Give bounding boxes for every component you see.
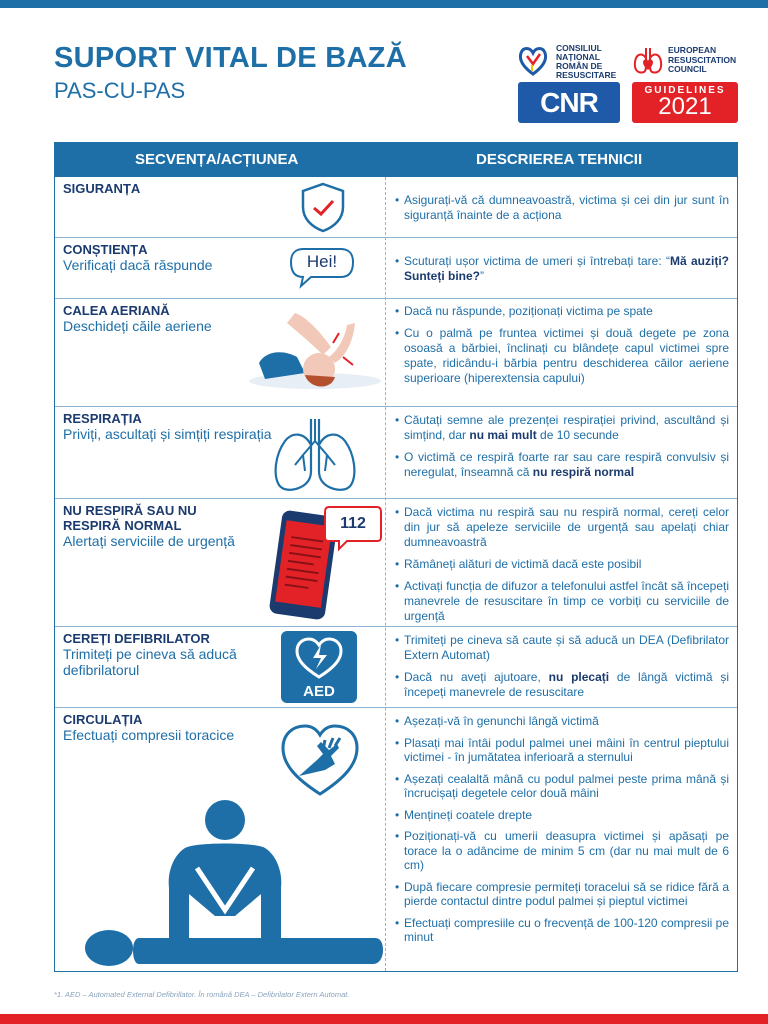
row-subtitle: Trimiteți pe cineva să aducă defibrilatorul (63, 646, 237, 678)
speech-bubble-icon (289, 246, 355, 290)
bullet-item: • Activați funcția de difuzor a telefonului astfel încât să începeți manevrele de resuscitare în timp ce vorbiți cu serviciile de urgență (395, 579, 729, 624)
column-header-sequence: SECVENȚA/ACȚIUNEA (135, 151, 299, 168)
bullet-item: • Așezați cealaltă mână cu podul palmei peste prima mână și încrucișați degetele celor două mâini (395, 772, 729, 801)
erc-guidelines-label: GUIDELINES (644, 85, 726, 96)
aed-label: AED (303, 683, 335, 700)
row-subtitle: Deschideți căile aeriene (63, 318, 212, 334)
cnr-logo-mark: CNR (518, 82, 620, 123)
row-description (395, 193, 729, 230)
row-title: CONȘTIENȚA (63, 242, 148, 257)
row-title: RESPIRAȚIA (63, 411, 142, 426)
row-subtitle: Alertați serviciile de urgență (63, 533, 235, 549)
erc-lungs-logo-icon (632, 44, 664, 78)
row-title-block (63, 631, 263, 678)
row-title: NU RESPIRĂ SAU NU RESPIRĂ NORMAL (63, 503, 197, 533)
bullet-item: • Cu o palmă pe fruntea victimei și două degete pe zona osoasă a bărbiei, înclinați cu blândețe capul victimei spre spate, ridicându-i bărbia pentru deschiderea căilor aeriene superioare (hiperextensia capului) (395, 326, 729, 386)
top-accent-bar (0, 0, 768, 8)
row-description (395, 304, 729, 393)
column-header-description: DESCRIEREA TEHNICII (476, 151, 643, 168)
bullet-item: • Dacă nu aveți ajutoare, nu plecați de lângă victimă și începeți manevrele de resuscitare (395, 670, 729, 700)
lungs-icon (265, 415, 365, 493)
aed-heart-bolt-icon (281, 631, 357, 683)
bullet-item: • Trimiteți pe cineva să caute și să aducă un DEA (Defibrilator Extern Automat) (395, 633, 729, 663)
row-description (395, 254, 729, 291)
erc-guidelines-badge (632, 82, 738, 123)
bullet-item: • O victimă ce respiră foarte rar sau care respiră convulsiv și neregulat, înseamnă că nu respiră normal (395, 450, 729, 480)
shield-check-icon (298, 181, 348, 233)
row-title-block (63, 411, 272, 442)
heart-hands-icon (277, 720, 363, 800)
row-title-block (63, 503, 253, 549)
row-title: CALEA AERIANĂ (63, 303, 170, 318)
bullet-item: • Rămâneți alături de victimă dacă este posibil (395, 557, 729, 572)
table-row-not-breathing (55, 498, 737, 627)
table-header (55, 143, 737, 177)
bullet-item: • Mențineți coatele drepte (395, 808, 729, 823)
bls-steps-table (54, 142, 738, 972)
cnr-heart-logo-icon (518, 44, 548, 78)
table-row-breathing (55, 406, 737, 499)
bullet-item: • Poziționați-vă cu umerii deasupra victimei și apăsați pe torace la o adâncime de minim 5 cm (dar nu mai mult de 6 cm) (395, 829, 729, 873)
page-title: SUPORT VITAL DE BAZĂ (54, 42, 407, 74)
bullet-item: • Dacă nu răspunde, poziționați victima pe spate (395, 304, 729, 319)
cnr-logo-text: CONSILIUL NAȚIONAL ROMÂN DE RESUSCITARE (556, 43, 617, 80)
row-title: CIRCULAȚIA (63, 712, 143, 727)
erc-year: 2021 (658, 93, 712, 120)
chest-compression-figure-icon (85, 798, 385, 968)
bullet-item: • Căutați semne ale prezenței respirației privind, ascultând și simțind, dar nu mai mult de 10 secunde (395, 413, 729, 443)
bullet-item: • Asigurați-vă că dumneavoastră, victima și cei din jur sunt în siguranță înainte de a acționa (395, 193, 729, 223)
emergency-number-label: 112 (340, 515, 366, 532)
row-title: SIGURANȚA (63, 181, 141, 196)
bullet-item: • Așezați-vă în genunchi lângă victimă (395, 714, 729, 729)
bullet-item: • Efectuați compresiile cu o frecvență de 100-120 compresii pe minut (395, 916, 729, 945)
bullet-item: • După fiecare compresie permiteți toracelui să se ridice fără a pierde contactul dintre podul palmei și pieptul victimei (395, 880, 729, 909)
row-subtitle: Efectuați compresii toracice (63, 727, 235, 743)
bullet-item: • Dacă victima nu respiră sau nu respiră normal, cereți celor din jur să apeleze serviciile de urgență sau apelați chiar dumneavoastră (395, 505, 729, 550)
row-description (395, 505, 729, 631)
footnote: *1. AED – Automated External Defibrillator. În română DEA – Defibrilator Extern Automat. (54, 990, 350, 999)
aed-icon (281, 631, 357, 703)
head-tilt-illustration-icon (235, 303, 383, 403)
row-description (395, 714, 729, 952)
erc-logo-text: EUROPEAN RESUSCITATION COUNCIL (668, 45, 737, 74)
row-title-block (63, 303, 212, 334)
row-description (395, 413, 729, 487)
table-row-consciousness (55, 237, 737, 299)
table-row-airway (55, 298, 737, 407)
row-title-block (63, 712, 234, 743)
bullet-item: • Scuturați ușor victima de umeri și întrebați tare: “Mă auziți? Sunteți bine?” (395, 254, 729, 284)
row-description (395, 633, 729, 707)
table-row-safety (55, 177, 737, 237)
row-title-block (63, 242, 212, 273)
hei-bubble-text: Hei! (306, 252, 338, 271)
page-subtitle: PAS-CU-PAS (54, 78, 186, 103)
row-subtitle: Verificați dacă răspunde (63, 257, 213, 273)
table-row-circulation (55, 707, 737, 972)
bottom-accent-bar (0, 1014, 768, 1024)
bullet-item: • Plasați mai întâi podul palmei unei mâini în centrul pieptului victimei - în jumătatea inferioară a sternului (395, 736, 729, 765)
row-subtitle: Priviți, ascultați și simțiți respirația (63, 426, 272, 442)
row-title: CEREȚI DEFIBRILATOR (63, 631, 210, 646)
table-row-defibrillator (55, 626, 737, 708)
